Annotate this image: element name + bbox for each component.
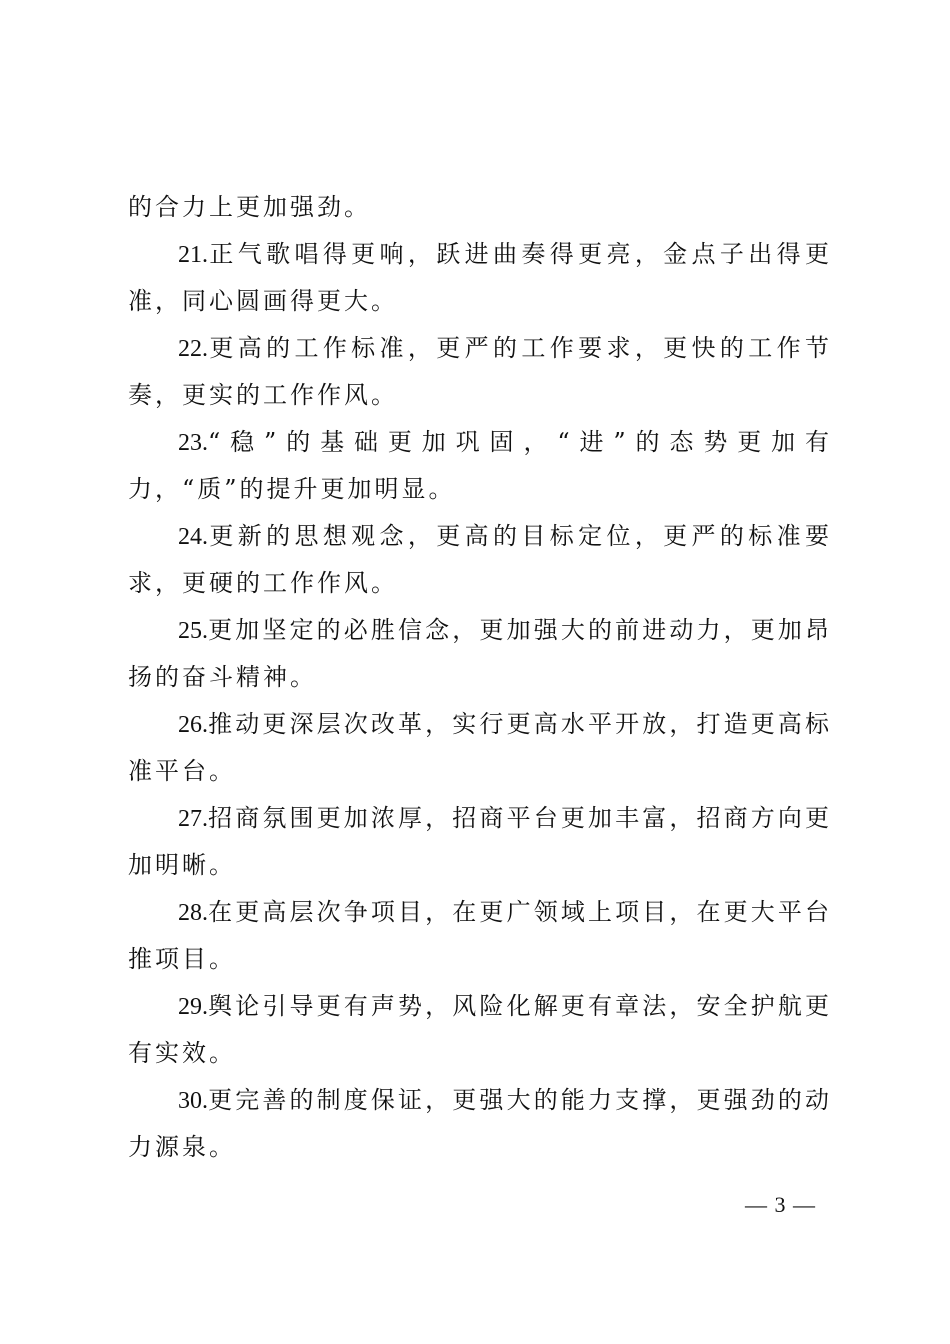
item-number: 28. xyxy=(178,899,208,926)
list-item xyxy=(128,325,832,419)
item-number: 29. xyxy=(178,993,208,1020)
item-number: 21. xyxy=(178,241,208,268)
list-item xyxy=(128,701,832,795)
item-text: 舆论引导更有声势，风险化解更有章法，安全护航更有实效。 xyxy=(128,991,832,1067)
item-text: 正气歌唱得更响，跃进曲奏得更亮，金点子出得更准，同心圆画得更大。 xyxy=(128,239,832,315)
list-item xyxy=(128,983,832,1077)
item-text: 推动更深层次改革，实行更高水平开放，打造更高标准平台。 xyxy=(128,709,832,785)
item-text: 更新的思想观念，更高的目标定位，更严的标准要求，更硬的工作作风。 xyxy=(128,521,832,597)
item-text: 更加坚定的必胜信念，更加强大的前进动力，更加昂扬的奋斗精神。 xyxy=(128,615,832,691)
list-item xyxy=(128,795,832,889)
list-item xyxy=(128,1077,832,1171)
item-number: 26. xyxy=(178,711,208,738)
item-number: 25. xyxy=(178,617,208,644)
item-number: 23. xyxy=(178,429,208,456)
item-number: 30. xyxy=(178,1087,208,1114)
list-item xyxy=(128,231,832,325)
continuation-paragraph: 的合力上更加强劲。 xyxy=(128,193,371,221)
list-item xyxy=(128,607,832,701)
item-text: 更高的工作标准，更严的工作要求，更快的工作节奏，更实的工作作风。 xyxy=(128,333,832,409)
item-text: 在更高层次争项目，在更广领域上项目，在更大平台推项目。 xyxy=(128,897,832,973)
item-number: 27. xyxy=(178,805,208,832)
item-number: 24. xyxy=(178,523,208,550)
item-text: “稳”的基础更加巩固，“进”的态势更加有力，“质”的提升更加明显。 xyxy=(128,427,832,503)
page-number: — 3 — xyxy=(745,1192,816,1217)
item-text: 招商氛围更加浓厚，招商平台更加丰富，招商方向更加明晰。 xyxy=(128,803,832,879)
list-item xyxy=(128,513,832,607)
list-item xyxy=(128,889,832,983)
list-item xyxy=(128,419,832,513)
item-text: 更完善的制度保证，更强大的能力支撑，更强劲的动力源泉。 xyxy=(128,1085,832,1161)
body-text xyxy=(128,184,832,1171)
item-number: 22. xyxy=(178,335,208,362)
